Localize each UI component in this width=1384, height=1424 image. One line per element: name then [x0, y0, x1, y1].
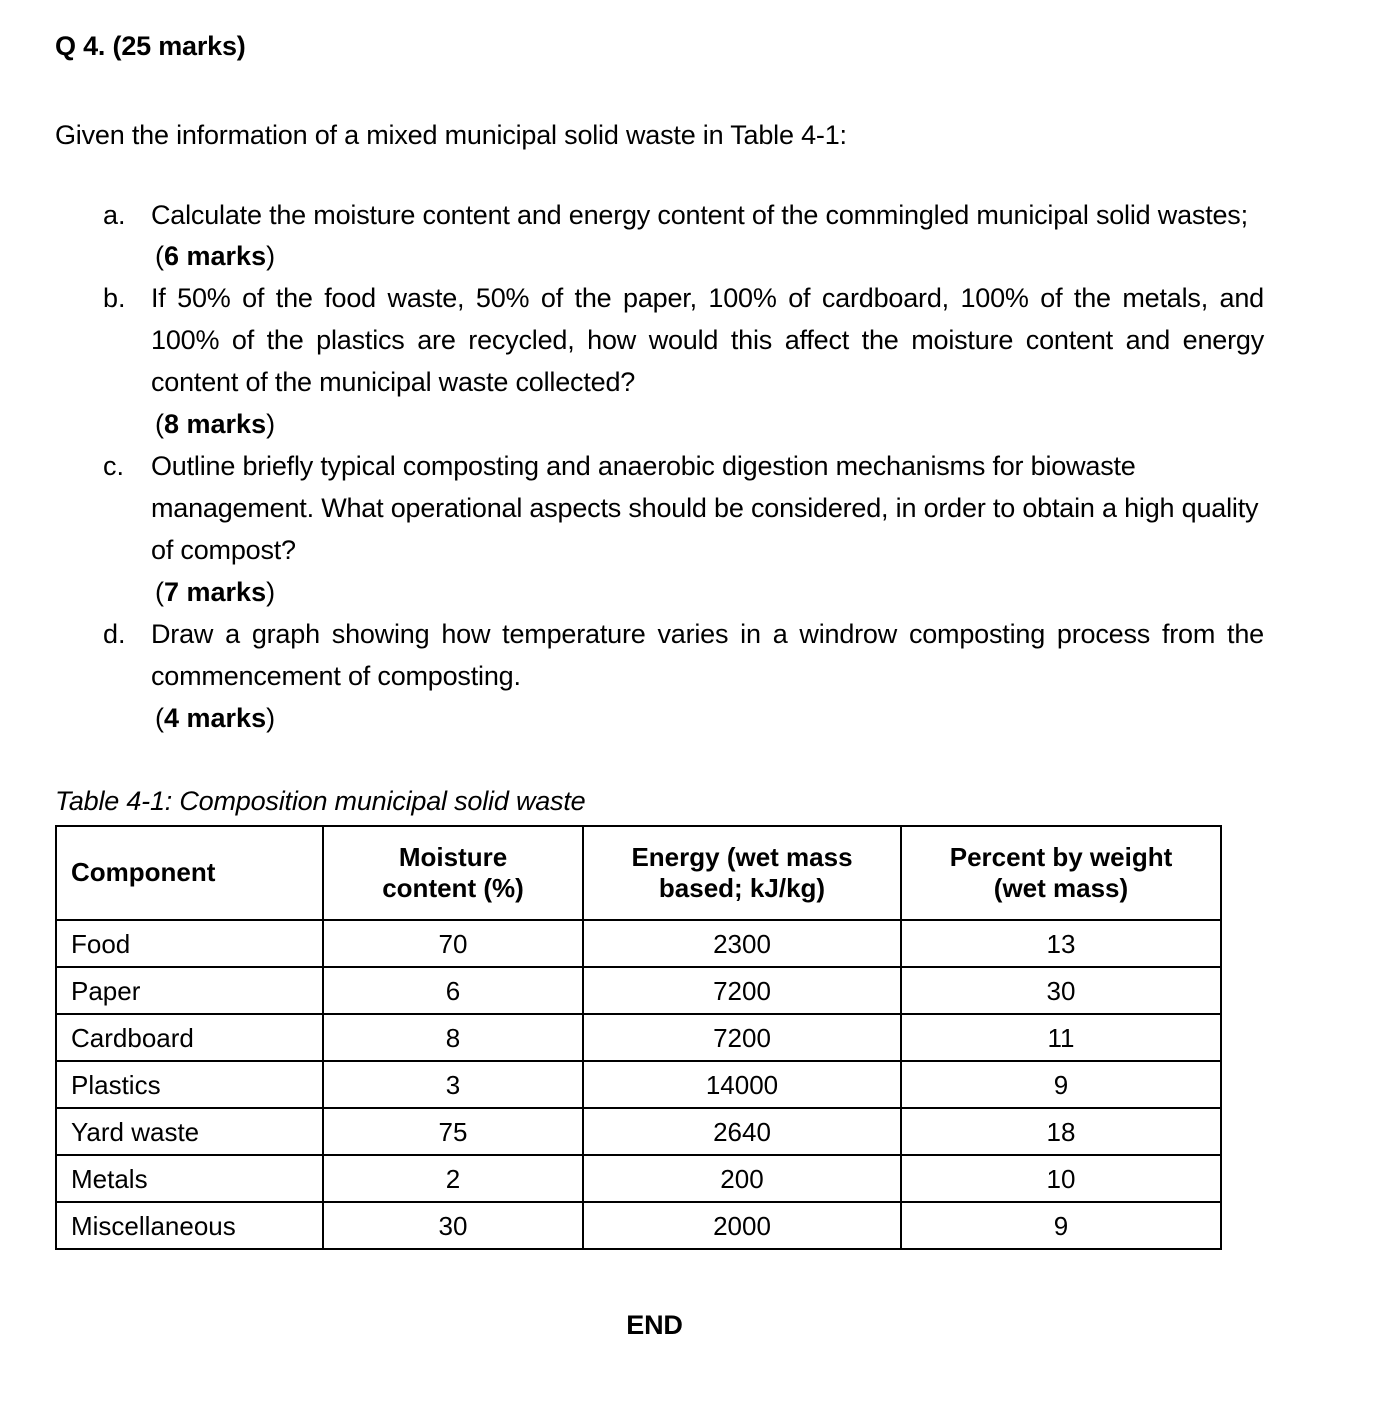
question-part-b-marks	[55, 404, 1264, 446]
cell-component: Yard waste	[56, 1108, 323, 1155]
cell-component: Metals	[56, 1155, 323, 1202]
question-parts-list	[55, 195, 1264, 741]
marks-value: 7 marks	[164, 577, 267, 608]
cell-energy: 2000	[583, 1202, 901, 1249]
question-part-c	[55, 446, 1264, 572]
marks-open-paren: (	[155, 703, 164, 734]
question-part-c-marks	[55, 572, 1264, 614]
cell-energy: 2640	[583, 1108, 901, 1155]
cell-moisture: 8	[323, 1014, 583, 1061]
cell-moisture: 75	[323, 1108, 583, 1155]
cell-component: Paper	[56, 967, 323, 1014]
column-header-energy	[583, 826, 901, 920]
cell-component: Food	[56, 920, 323, 967]
marks-value: 6 marks	[164, 241, 267, 272]
cell-energy: 14000	[583, 1061, 901, 1108]
composition-table	[55, 825, 1222, 1250]
marks-close-paren: )	[266, 409, 276, 440]
marks-value: 4 marks	[164, 703, 267, 734]
table-header-row	[56, 826, 1221, 920]
cell-component: Miscellaneous	[56, 1202, 323, 1249]
cell-moisture: 3	[323, 1061, 583, 1108]
column-header-moisture-line1: Moisture	[398, 841, 508, 872]
table-row	[56, 1014, 1221, 1061]
cell-moisture: 70	[323, 920, 583, 967]
column-header-percent-line1: Percent by weight	[949, 841, 1173, 872]
cell-energy: 2300	[583, 920, 901, 967]
cell-moisture: 6	[323, 967, 583, 1014]
table-row	[56, 1061, 1221, 1108]
question-part-c-text: Outline briefly typical composting and anaerobic digestion mechanisms for biowaste management. What operational aspects should be considered, in order to obtain a high quality of compost?	[151, 451, 1259, 566]
question-part-a	[55, 195, 1264, 237]
column-header-moisture	[323, 826, 583, 920]
table-row	[56, 920, 1221, 967]
question-part-a-text: Calculate the moisture content and energy content of the commingled municipal solid wastes;	[151, 199, 1248, 230]
table-body	[56, 920, 1221, 1249]
marks-value: 8 marks	[164, 409, 267, 440]
end-label: END	[626, 1310, 683, 1341]
question-part-d-marks	[55, 698, 1264, 740]
column-header-component	[56, 826, 323, 920]
marks-close-paren: )	[266, 703, 276, 734]
cell-percent: 13	[901, 920, 1221, 967]
cell-percent: 30	[901, 967, 1221, 1014]
cell-percent: 9	[901, 1061, 1221, 1108]
table-caption: Table 4-1: Composition municipal solid waste	[55, 786, 586, 817]
table-row	[56, 1202, 1221, 1249]
intro-paragraph: Given the information of a mixed municipal solid waste in Table 4-1:	[55, 119, 847, 150]
marks-open-paren: (	[155, 241, 164, 272]
cell-energy: 7200	[583, 967, 901, 1014]
question-part-d	[55, 614, 1264, 698]
question-heading: Q 4. (25 marks)	[55, 31, 246, 61]
cell-percent: 18	[901, 1108, 1221, 1155]
table-row	[56, 967, 1221, 1014]
cell-percent: 10	[901, 1155, 1221, 1202]
table-header	[56, 826, 1221, 920]
marks-open-paren: (	[155, 409, 164, 440]
cell-moisture: 30	[323, 1202, 583, 1249]
column-header-component-line1: Component	[71, 857, 216, 888]
column-header-moisture-line2: content (%)	[382, 873, 524, 904]
column-header-percent-line2: (wet mass)	[993, 873, 1129, 904]
column-header-energy-line2: based; kJ/kg)	[658, 873, 826, 904]
column-header-percent	[901, 826, 1221, 920]
cell-moisture: 2	[323, 1155, 583, 1202]
question-part-d-text: Draw a graph showing how temperature varies in a windrow composting process from the commencement of composting.	[151, 619, 1264, 692]
marks-close-paren: )	[266, 241, 276, 272]
table-row	[56, 1108, 1221, 1155]
question-part-d-marker: d.	[103, 619, 126, 650]
marks-close-paren: )	[266, 577, 276, 608]
marks-open-paren: (	[155, 577, 164, 608]
column-header-energy-line1: Energy (wet mass	[631, 841, 853, 872]
cell-energy: 7200	[583, 1014, 901, 1061]
cell-percent: 11	[901, 1014, 1221, 1061]
question-part-b-marker: b.	[103, 283, 126, 314]
question-part-c-marker: c.	[103, 451, 125, 482]
cell-percent: 9	[901, 1202, 1221, 1249]
cell-component: Plastics	[56, 1061, 323, 1108]
cell-energy: 200	[583, 1155, 901, 1202]
question-part-b-text: If 50% of the food waste, 50% of the paper, 100% of cardboard, 100% of the metals, and 100% of the plastics are recycled, how would this affect the moisture content and energy content of the municipal waste collected?	[151, 283, 1264, 398]
question-part-a-marks	[55, 236, 1264, 278]
table-row	[56, 1155, 1221, 1202]
cell-component: Cardboard	[56, 1014, 323, 1061]
question-part-b	[55, 278, 1264, 404]
question-part-a-marker: a.	[103, 199, 126, 230]
